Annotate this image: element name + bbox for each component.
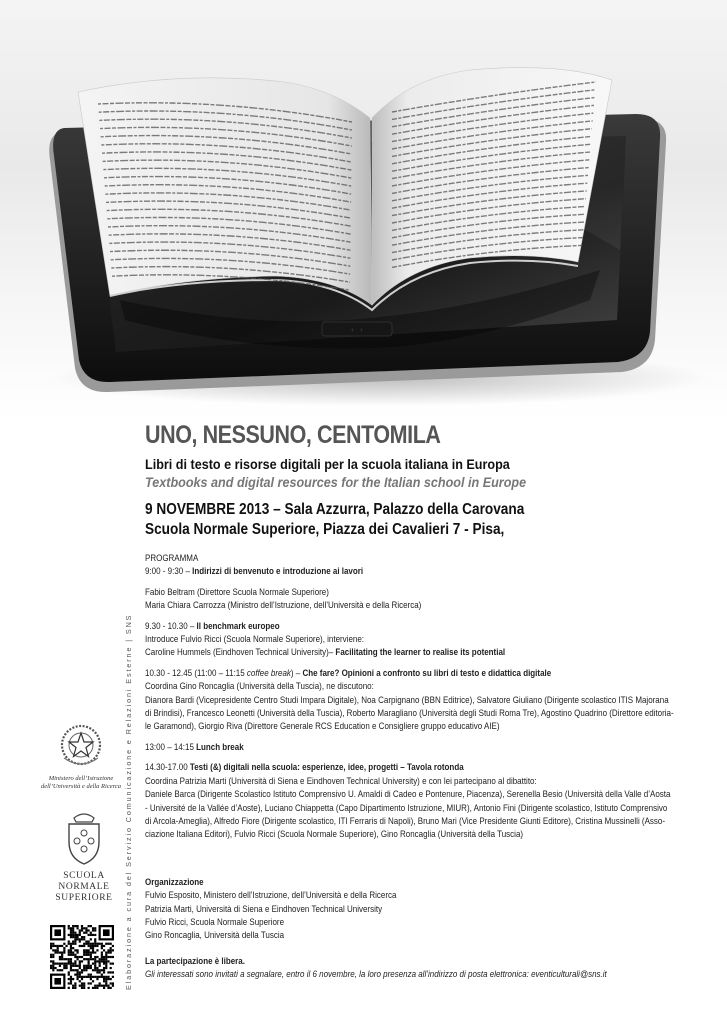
- speaker-line: di Brindisi), Francesco Leonetti (Università della Tuscia), Roberto Maragliano (Università degli Studi Roma Tre), Agostino Quadrino (Direttore editoria-: [145, 708, 674, 719]
- speaker-line: le Garamond), Giorgio Riva (Direttore Generale RCS Education e Consigliere gruppo educativo AIE): [145, 721, 500, 732]
- speaker-line: ciazione Italiana Editori), Fulvio Ricci (Scuola Normale Superiore), Gino Roncaglia (Università della Tuscia): [145, 829, 524, 840]
- tablet-with-open-book-illustration: [0, 0, 727, 420]
- programme: [145, 552, 715, 982]
- organizer-line: Gino Roncaglia, Università della Tuscia: [145, 930, 285, 941]
- event-date-line: 9 NOVEMBRE 2013 – Sala Azzurra, Palazzo della Carovana: [145, 501, 525, 518]
- sns-wordmark-1: SCUOLA: [63, 871, 105, 881]
- speaker-line: di Arcola-Ameglia), Alfredo Fiore (Dirigente scolastico, ITI Ferraris di Napoli), Bruno Mari (Vice Presidente Giunti Editore), Cristina Mussinelli (Asso-: [145, 815, 666, 826]
- ministry-logo: [36, 720, 126, 791]
- organizer-line: Fulvio Esposito, Ministero dell’Istruzione, dell’Università e della Ricerca: [145, 890, 397, 901]
- speaker-line: Daniele Barca (Dirigente Scolastico Istituto Comprensivo U. Amaldi di Cadeo e Pontenure, Piacenza), Serenella Besio (Università della Valle d’Aosta: [145, 789, 671, 800]
- session-lunch: 13:00 – 14:15 Lunch break: [145, 741, 244, 752]
- svg-text:‹: ‹: [351, 326, 354, 334]
- programme-heading: PROGRAMMA: [145, 553, 199, 563]
- main-content: [145, 420, 715, 982]
- session-roundtable: 14.30-17.00 Testi (&) digitali nella scuola: esperienze, idee, progetti – Tavola rotonda: [145, 762, 464, 773]
- speaker-line: Coordina Patrizia Marti (Università di Siena e Eindhoven Technical University) e con lei partecipano al dibattito:: [145, 775, 537, 786]
- sns-wordmark-2: NORMALE: [58, 882, 110, 892]
- speaker-line: Introduce Fulvio Ricci (Scuola Normale Superiore), interviene:: [145, 634, 365, 645]
- svg-text:›: ›: [360, 326, 363, 334]
- sns-logo: [44, 810, 124, 904]
- qr-code[interactable]: [50, 925, 114, 989]
- speaker-line: Caroline Hummels (Eindhoven Technical University)– Facilitating the learner to realise its potential: [145, 647, 506, 658]
- ministry-caption-1: Ministero dell’Istruzione: [48, 775, 114, 782]
- speaker-line: Coordina Gino Roncaglia (Università della Tuscia), ne discutono:: [145, 681, 374, 692]
- speaker-line: Fabio Beltram (Direttore Scuola Normale Superiore): [145, 586, 329, 597]
- speaker-line: Dianora Bardi (Vicepresidente Centro Studi Impara Digitale), Noa Carpignano (BBN Editrice), Salvatore Giuliano (Dirigente scolastico ITIS Majorana: [145, 694, 669, 705]
- sns-crest-icon: [62, 810, 106, 866]
- vertical-credit: Elaborazione a cura del Servizio Comunicazione e Relazioni Esterne | SNS: [124, 613, 133, 990]
- ministry-caption-2: dell’Università e della Ricerca: [40, 783, 122, 790]
- subtitle-italian: Libri di testo e risorse digitali per la scuola italiana in Europa: [145, 456, 510, 472]
- italian-republic-emblem-icon: [56, 720, 106, 770]
- subtitle-english: Textbooks and digital resources for the Italian school in Europe: [145, 474, 527, 490]
- session-welcome: 9:00 - 9:30 – Indirizzi di benvenuto e introduzione ai lavori: [145, 566, 364, 577]
- participation-note: Gli interessati sono invitati a segnalare, entro il 6 novembre, la loro presenza all’indirizzo di posta elettronica: eventiculturali@sns.it: [145, 969, 607, 980]
- event-venue-line: Scuola Normale Superiore, Piazza dei Cavalieri 7 - Pisa,: [145, 521, 505, 538]
- sns-wordmark-3: SUPERIORE: [55, 893, 113, 903]
- event-title: UNO, NESSUNO, CENTOMILA: [145, 421, 441, 449]
- speaker-line: Maria Chiara Carrozza (Ministro dell’Istruzione, dell’Università e della Ricerca): [145, 600, 422, 611]
- speaker-line: - Université de la Vallée d’Aoste), Luciano Chiappetta (Capo Dipartimento Istruzione, MIUR), Antonio Fini (Dirigente scolastico, Istituto Comprensivo: [145, 802, 668, 813]
- organizer-line: Fulvio Ricci, Scuola Normale Superiore: [145, 916, 285, 927]
- organization-heading: Organizzazione: [145, 876, 204, 887]
- qr-code-icon: [50, 925, 114, 989]
- session-debate: 10.30 - 12.45 (11:00 – 11:15 coffee break) – Che fare? Opinioni a confronto su libri di testo e didattica digitale: [145, 667, 552, 678]
- participation-free: La partecipazione è libera.: [145, 955, 245, 966]
- session-benchmark: 9.30 - 10.30 – Il benchmark europeo: [145, 620, 280, 631]
- organizer-line: Patrizia Marti, Università di Siena e Eindhoven Technical University: [145, 903, 383, 914]
- hero-illustration: [0, 0, 727, 420]
